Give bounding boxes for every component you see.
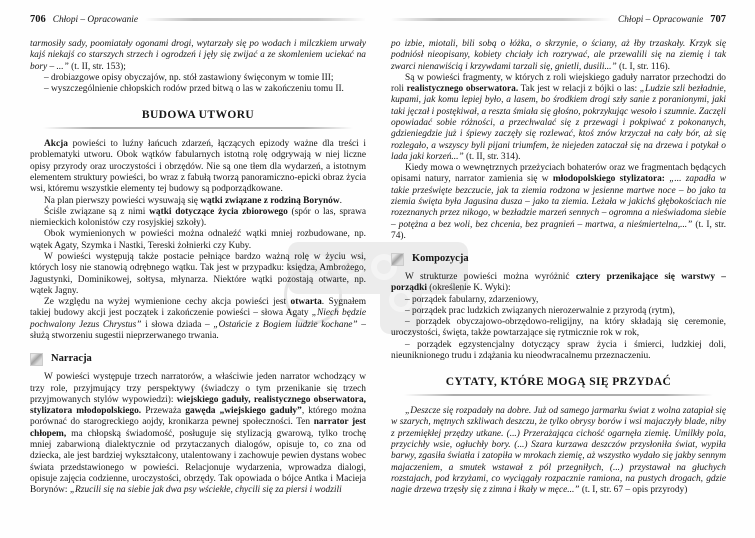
running-header-left <box>30 13 366 26</box>
subsection-title: Kompozycja <box>412 253 469 265</box>
section-heading-rule <box>404 394 712 396</box>
subsection-heading <box>391 253 726 266</box>
paragraph: Ściśle związane są z nimi wątki dotyczące życia zbiorowego (spór o las, sprawa niemieckich kolonistów czy rosyjskiej szkoły). <box>30 206 366 229</box>
paragraph: Kiedy mowa o wewnętrznych przeżyciach bohaterów oraz we fragmentach będących opisami natury, narrator zamienia się w młodopolskiego stylizatora: „... zapadła w takie prześwięte bezczucie, jak ta ziemia rodzona w jesienne martwe noce – bo jako ta ziemia święta była Jagusina dusza – jako ta ziemia. Leżała w jakichś głębokościach nie rozeznanych przez nikogo, w bezładzie marzeń sennych – ogromna a nieświadoma siebie – potężna a bez woli, bez chcenia, bez pragnień – martwa, a nieśmiertelna,...” (t. I, str. 74). <box>391 163 726 241</box>
subsection-title: Narracja <box>51 353 92 365</box>
paragraph: Na plan pierwszy powieści wysuwają się wątki związane z rodziną Borynów. <box>44 195 342 206</box>
paragraph: – drobiazgowe opisy obyczajów, np. stół zastawiony święconym w tomie III; <box>44 72 334 83</box>
paragraph: W strukturze powieści można wyróżnić cztery przenikające się warstwy – porządki (określenie K. Wyki): <box>391 272 726 294</box>
section-heading-rule <box>43 127 352 129</box>
paragraph: Akcja powieści to luźny łańcuch zdarzeń, łączących epizody ważne dla treści i problematyki utworu. Obok wątków fabularnych istotną rolę odgrywają w niej liczne opisy przyrody oraz uroczystości i obrzędów. Nie są one tłem dla wydarzeń, a istotnym elementem struktury powieści, bo wraz z fabułą tworzą panoramiczno-epicki obraz życia wsi, któremu wszystkie elementy tej budowy są podporządkowane. <box>30 139 366 195</box>
page-number-left: 706 <box>30 14 46 25</box>
page-number-right: 707 <box>710 14 726 25</box>
section-heading <box>30 109 366 129</box>
section-heading <box>391 376 726 396</box>
paragraph: – porządek obyczajowo-obrzędowo-religijny, na który składają się ceremonie, uroczystości, święta, także powtarzające się rytmicznie rok w rok, <box>391 317 726 339</box>
paragraph: – porządek prac ludzkich związanych nierozerwalnie z przyrodą (rytm), <box>405 305 675 316</box>
paragraph: tarmosiły sady, poomiatały ogonami drogi, wytarzały się po wodach i milczkiem urwały kajś niekajś co starszych strzech i ogrodzeń i jęły się zwijać a ze skomleniem uciekać na bory – ...” (t. II, str. 153); <box>30 39 366 72</box>
paragraph: „Deszcze się rozpadały na dobre. Już od samego jarmarku świat z wolna zatapiał się w szarych, mętnych szkliwach deszczu, że tylko obrysy borów i wsi majaczyły blade, niby z przemiękłej przędzy utkane. (...) Przerażająca cichość ogarnęła ziemię. Umilkły pola, przycichły wsie, ogłuchły bory. (...) Szara kurzawa deszczów przysłoniła świat, wypiła barwy, zgasiła światła i zatopiła w mrokach ziemię, aż wszystko wydało się jakby sennym majaczeniem, a smutek wstawał z pól przegniłych, (...) przystawał na głuchych rozstajach, pod krzyżami, co wyciągały rozpacznie ramiona, na pustych drogach, gdzie nagie drzewa trzęsły się z zimna i łkały w męce...” (t. I, str. 67 – opis przyrody) <box>391 406 726 496</box>
paragraph: W powieści występują także postacie pełniące bardzo ważną rolę w życiu wsi, których losy nie stanowią odrębnego wątku. Tak jest w przypadku: księdza, Ambrożego, Jagustynki, Dominikowej, sołtysa, młynarza. Niektóre wątki pozostają otwarte, np. wątek Jagny. <box>30 252 366 296</box>
paragraph: – wyszczególnienie chłopskich rodów przed bitwą o las w zakończeniu tomu II. <box>44 84 344 95</box>
paragraph: – porządek fabularny, zdarzeniowy, <box>405 294 539 305</box>
page-body-left <box>30 39 366 496</box>
page-right <box>378 0 755 538</box>
paragraph: Ze względu na wyżej wymienione cechy akcja powieści jest otwarta. Sygnałem takiej budowy akcji jest początek i zakończenie powieści – słowa Agaty „Niech będzie pochwalony Jezus Chrystus” i słowa dziada – „Ostańcie z Bogiem ludzie kochane” – służą stworzeniu sugestii nieprzerwanego trwania. <box>30 297 367 341</box>
section-marker-icon <box>30 353 43 366</box>
page-body-right <box>391 39 726 496</box>
running-header-right <box>391 13 726 26</box>
paragraph: – porządek egzystencjalny dotyczący spraw życia i śmierci, ludzkiej doli, nieuniknionego trudu i zdążania ku nieodwracalnemu przeznaczeniu. <box>391 339 726 362</box>
header-rule <box>391 18 611 21</box>
header-rule <box>145 18 366 21</box>
paragraph: Obok wymienionych w powieści można odnaleźć wątki mniej rozbudowane, np. wątek Agaty, Szymka i Nastki, Tereski żołnierki czy Kuby. <box>30 229 366 251</box>
running-title-right: Chłopi – Opracowanie <box>618 14 704 25</box>
section-heading-title: CYTATY, KTÓRE MOGĄ SIĘ PRZYDAĆ <box>445 376 672 389</box>
paragraph: W powieści występuje trzech narratorów, a właściwie jeden narrator wchodzący w trzy role, przyjmujący trzy perspektywy (świadczy o tym przenikanie się trzech przyjmowanych stylów wypowiedzi): wiejskiego gaduły, realistycznego obserwatora, stylizatora młodopolskiego. Przeważa gawęda „wiejskiego gaduły”, którego można porównać do starogreckiego aojdy, kronikarza pewnej społeczności. Ten narrator jest chłopem, ma chłopską świadomość, posługuje się stylizacją gwarową, tylko trochę mniej zabarwioną dialektycznie od przytaczanych dialogów, opisuje to, co zna od dziecka, ale jest bardziej wykształcony, utalentowany i zachowuje pewien dystans wobec świata przedstawionego w powieści. Relacjonuje wydarzenia, wprowadza dialogi, opisuje zajęcia codzienne, uroczystości, obrzędy. Tak opowiada o bójce Antka i Macieja Borynów: „Rzucili się na siebie jak dwa psy wściekłe, chycili się za piersi i wodzili <box>30 372 367 496</box>
section-heading-title: BUDOWA UTWORU <box>141 109 255 122</box>
section-marker-icon <box>391 253 404 266</box>
paragraph: Są w powieści fragmenty, w których z roli wiejskiego gaduły narrator przechodzi do roli realistycznego obserwatora. Tak jest w relacji z bójki o las: „Ludzie szli bezładnie, kupami, jak komu lepiej było, a lasem, bo środkiem drogi szły sanie z poranionymi, jaki taki jęczał i postękiwał, a reszta śmiała się głośno, pokrzykując wesoło i szumnie. Zaczęli opowiadać sobie różności, a przechwalać się z przewagi i pokpiwać z pokonanych, gdzieniegdzie już i śpiewy zaczęły się rozlewać, ktoś znów krzyczał na cały bór, aż się rozlegało, a wszyscy byli pijani triumfem, że niejeden zataczał się na drzewa i potykał o lada jaki korzeń...” (t. II, str. 314). <box>391 72 726 162</box>
subsection-heading <box>30 353 366 366</box>
running-title-left: Chłopi – Opracowanie <box>52 14 138 25</box>
paragraph: po izbie, miotali, bili sobą o łóżka, o skrzynie, o ściany, aż łby trzaskały. Krzyk się podniósł nieopisany, kobiety chciały ich rozrywać, ale przewalili się na ziemię i tak zwarci nienawiścią i krzywdami tarzali się, gnietli, dusili...” (t. I, str. 116). <box>391 39 726 72</box>
